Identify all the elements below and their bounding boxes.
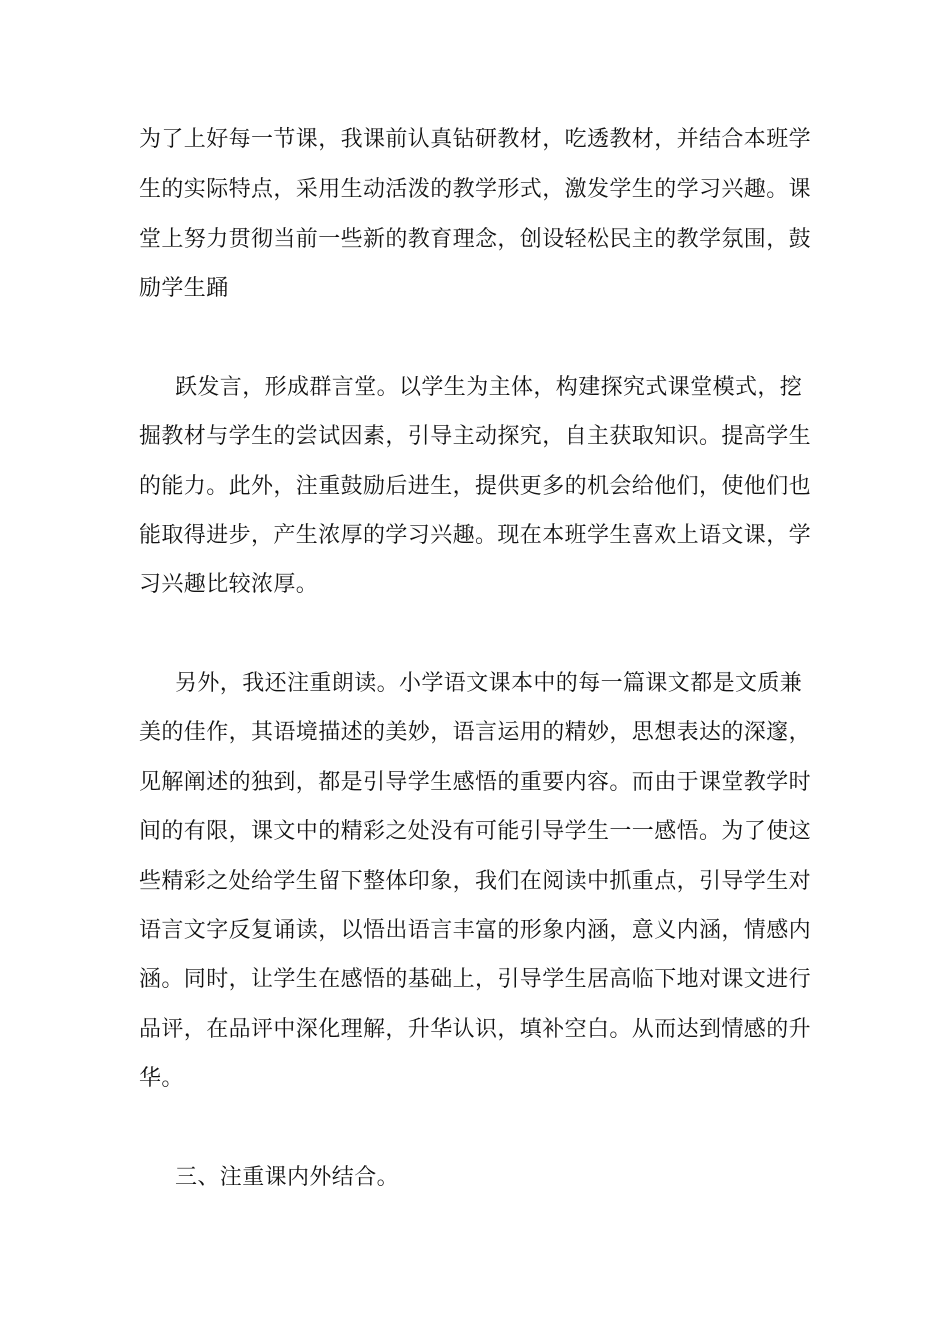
- paragraph-2-line-1: 跃发言，形成群言堂。以学生为主体，构建探究式课堂模式，挖: [175, 375, 803, 400]
- paragraph-1-line-1: 为了上好每一节课，我课前认真钻研教材，吃透教材，并结合本班学: [139, 127, 812, 152]
- paragraph-2-line-4: 能取得进步，产生浓厚的学习兴趣。现在本班学生喜欢上语文课，学: [139, 523, 812, 548]
- section-heading-3: 三、注重课内外结合。: [175, 1165, 400, 1190]
- paragraph-3-line-2: 美的佳作，其语境描述的美妙，语言运用的精妙，思想表达的深邃，: [139, 720, 812, 745]
- paragraph-3-line-5: 些精彩之处给学生留下整体印象，我们在阅读中抓重点，引导学生对: [139, 869, 812, 894]
- paragraph-3-line-4: 间的有限，课文中的精彩之处没有可能引导学生一一感悟。为了使这: [139, 819, 812, 844]
- paragraph-2-line-5: 习兴趣比较浓厚。: [139, 572, 319, 597]
- paragraph-1-line-3: 堂上努力贯彻当前一些新的教育理念，创设轻松民主的教学氛围，鼓: [139, 227, 812, 252]
- paragraph-3-line-6: 语言文字反复诵读，以悟出语言丰富的形象内涵，意义内涵，情感内: [139, 918, 812, 943]
- paragraph-1-line-4: 励学生踊: [139, 276, 229, 301]
- paragraph-3-line-7: 涵。同时，让学生在感悟的基础上，引导学生居高临下地对课文进行: [139, 967, 812, 992]
- paragraph-2-line-3: 的能力。此外，注重鼓励后进生，提供更多的机会给他们，使他们也: [139, 474, 812, 499]
- paragraph-2-line-2: 掘教材与学生的尝试因素，引导主动探究，自主获取知识。提高学生: [139, 424, 812, 449]
- paragraph-1-line-2: 生的实际特点，采用生动活泼的教学形式，激发学生的学习兴趣。课: [139, 177, 812, 202]
- paragraph-3-line-9: 华。: [139, 1066, 184, 1091]
- paragraph-3-line-8: 品评，在品评中深化理解，升华认识，填补空白。从而达到情感的升: [139, 1017, 812, 1042]
- paragraph-3-line-3: 见解阐述的独到，都是引导学生感悟的重要内容。而由于课堂教学时: [139, 770, 812, 795]
- paragraph-3-line-1: 另外，我还注重朗读。小学语文课本中的每一篇课文都是文质兼: [175, 671, 803, 696]
